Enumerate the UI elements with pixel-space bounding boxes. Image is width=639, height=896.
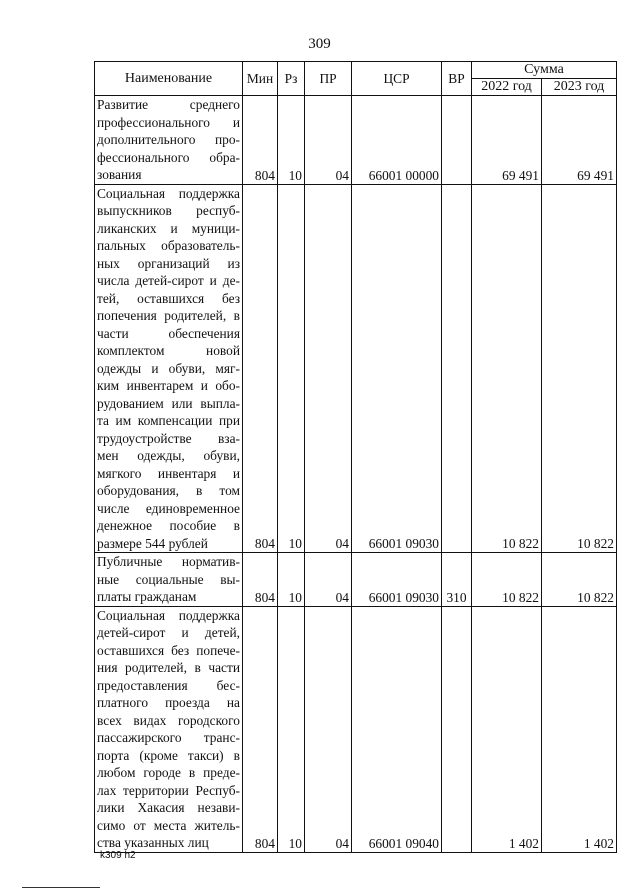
name-line: ные социальные вы-: [97, 571, 240, 587]
cell-csr: 66001 09040: [352, 606, 442, 852]
cell-name: [95, 96, 243, 185]
name-line: профессионального и: [97, 114, 240, 130]
name-line: лики Хакасия незави-: [97, 800, 240, 815]
name-line: выпускников респуб-: [97, 203, 240, 218]
name-line: ных организаций из: [97, 255, 240, 271]
name-line: мен одежды, обуви,: [97, 448, 240, 463]
cell-name: [95, 553, 243, 607]
header-year-2023: 2023 год: [542, 79, 617, 96]
cell-csr: 66001 00000: [352, 96, 442, 185]
name-line: симо от места житель-: [97, 817, 240, 833]
footer-rule: [22, 887, 100, 888]
name-line: ства указанных лиц: [97, 835, 209, 850]
name-line: ликанских и муници-: [97, 220, 240, 236]
name-line: платного проезда на: [97, 695, 240, 710]
cell-year-2022: 10 822: [472, 553, 542, 607]
name-line: зования: [97, 167, 142, 182]
cell-rz: 10: [278, 553, 305, 607]
header-year-2022: 2022 год: [472, 79, 542, 96]
cell-rz: 10: [278, 184, 305, 553]
header-name: Наименование: [95, 62, 243, 96]
name-line: платы гражданам: [97, 589, 197, 604]
cell-vr: [442, 96, 472, 185]
budget-table: [94, 61, 617, 853]
name-line: Социальная поддержка: [97, 185, 240, 201]
name-line: тей, оставшихся без: [97, 290, 240, 306]
name-line: та им компенсации при: [97, 413, 240, 428]
name-line: размере 544 рублей: [97, 535, 208, 551]
cell-year-2023: 1 402: [542, 606, 617, 852]
cell-name: [95, 606, 243, 852]
cell-vr: [442, 606, 472, 852]
header-rz: Рз: [278, 62, 305, 96]
name-line: Публичные норматив-: [97, 554, 240, 569]
cell-min: 804: [243, 184, 278, 553]
cell-year-2022: 69 491: [472, 96, 542, 185]
name-line: трудоустройстве вза-: [97, 430, 240, 446]
name-line: всех видах городского: [97, 712, 240, 728]
name-line: пассажирского транс-: [97, 730, 240, 745]
name-line: числе единовременное: [97, 500, 240, 516]
name-line: комплектом новой: [97, 343, 240, 358]
name-line: Социальная поддержка: [97, 607, 240, 623]
name-line: рудованием или выпла-: [97, 395, 240, 411]
table-row: [95, 553, 617, 607]
name-line: оборудования, в том: [97, 483, 240, 498]
cell-pr: 04: [305, 553, 352, 607]
cell-csr: 66001 09030: [352, 553, 442, 607]
cell-rz: 10: [278, 606, 305, 852]
cell-min: 804: [243, 553, 278, 607]
cell-year-2023: 10 822: [542, 184, 617, 553]
name-line: оставшихся без попече-: [97, 642, 240, 658]
name-line: попечения родителей, в: [97, 308, 240, 323]
name-line: лах территории Респуб-: [97, 782, 240, 798]
header-csr: ЦСР: [352, 62, 442, 96]
table-row: [95, 606, 617, 852]
cell-pr: 04: [305, 96, 352, 185]
name-line: одежды и обуви, мяг-: [97, 360, 240, 376]
name-line: мягкого инвентаря и: [97, 465, 240, 481]
table-row: [95, 184, 617, 553]
name-line: пальных образователь-: [97, 238, 240, 253]
header-min: Мин: [243, 62, 278, 96]
name-line: фессионального обра-: [97, 149, 240, 165]
page-number: 309: [308, 36, 331, 52]
cell-year-2023: 69 491: [542, 96, 617, 185]
table-row: [95, 96, 617, 185]
cell-year-2022: 10 822: [472, 184, 542, 553]
name-line: порта (кроме такси) в: [97, 747, 240, 763]
name-line: ния родителей, в части: [97, 660, 240, 675]
name-line: числа детей-сирот и де-: [97, 273, 240, 288]
name-line: предоставления бес-: [97, 677, 240, 693]
cell-year-2022: 1 402: [472, 606, 542, 852]
cell-csr: 66001 09030: [352, 184, 442, 553]
cell-pr: 04: [305, 184, 352, 553]
cell-vr: 310: [442, 553, 472, 607]
cell-min: 804: [243, 96, 278, 185]
header-pr: ПР: [305, 62, 352, 96]
table-body: [95, 96, 617, 853]
cell-min: 804: [243, 606, 278, 852]
footer-code: k309 h2: [100, 850, 136, 861]
name-line: дополнительного про-: [97, 132, 240, 147]
cell-year-2023: 10 822: [542, 553, 617, 607]
name-line: Развитие среднего: [97, 97, 240, 112]
name-line: денежное пособие в: [97, 518, 240, 533]
header-sum: Сумма: [472, 62, 617, 79]
cell-name: [95, 184, 243, 553]
name-line: ким инвентарем и обо-: [97, 378, 240, 393]
header-vr: ВР: [442, 62, 472, 96]
cell-pr: 04: [305, 606, 352, 852]
cell-rz: 10: [278, 96, 305, 185]
name-line: части обеспечения: [97, 325, 240, 341]
cell-vr: [442, 184, 472, 553]
name-line: любом городе в преде-: [97, 765, 240, 780]
name-line: детей-сирот и детей,: [97, 625, 240, 640]
